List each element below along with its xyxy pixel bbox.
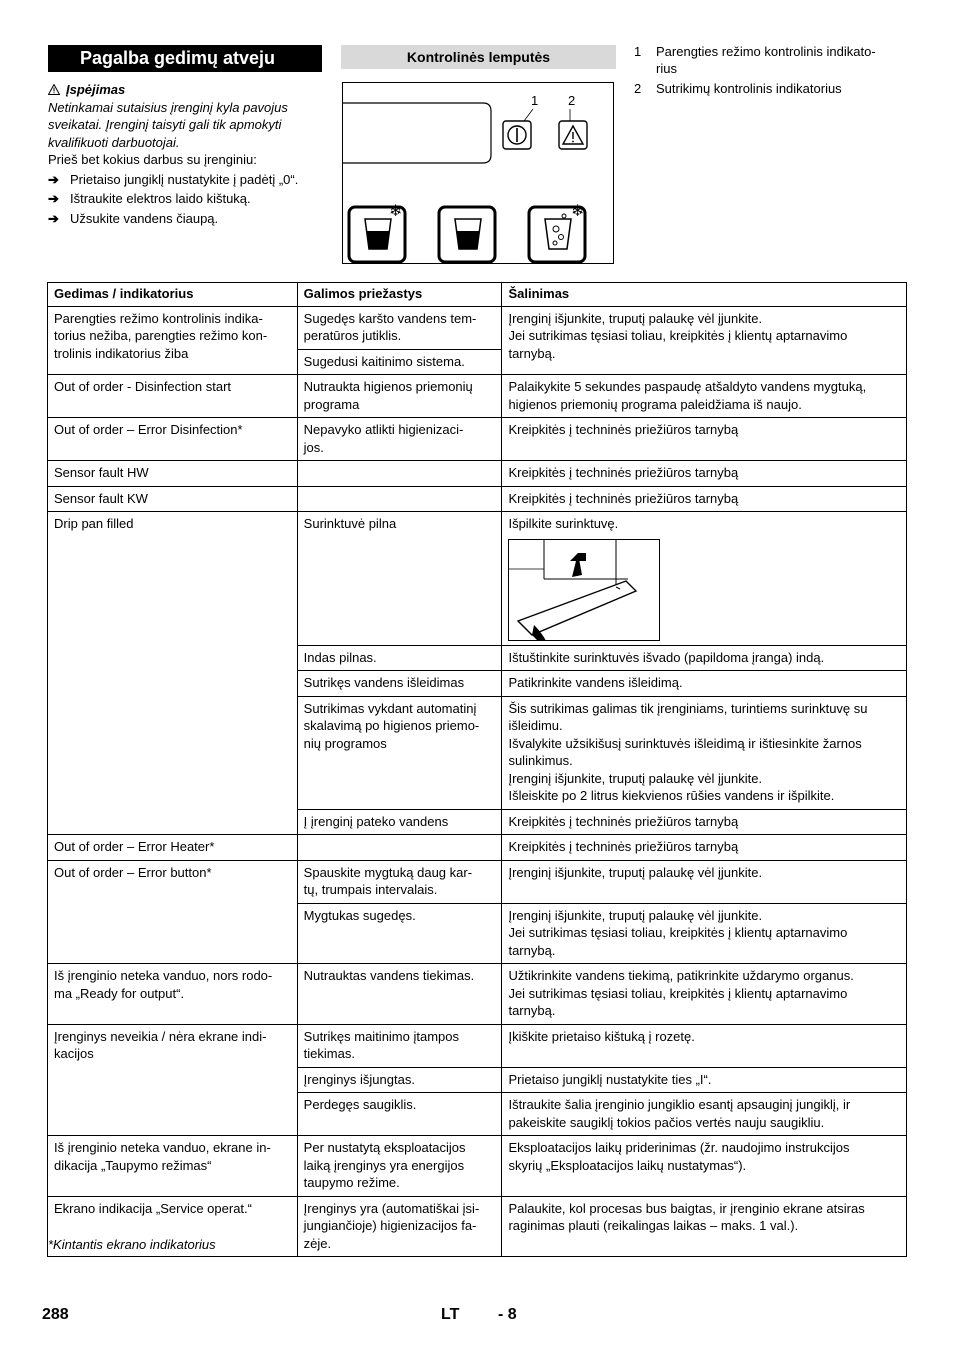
table-row <box>48 512 907 646</box>
fix-cell: Ištraukite šalia įrenginio jungiklio esantį apsauginį jungiklį, ir pakeiskite saugiklį tokios pačios vertės nauju saugikliu. <box>502 1093 907 1136</box>
fix-cell <box>502 512 907 646</box>
column-header: Šalinimas <box>502 283 907 307</box>
fix-cell: Patikrinkite vandens išleidimą. <box>502 671 907 697</box>
fix-cell: Palaikykite 5 sekundes paspaudę atšaldyto vandens mygtuką, higienos priemonių programa paleidžiama iš naujo. <box>502 375 907 418</box>
fault-cell: Sensor fault HW <box>48 461 298 487</box>
table-row <box>48 1024 907 1067</box>
section-title: Pagalba gedimų atveju <box>48 45 322 72</box>
table-row <box>48 1136 907 1197</box>
troubleshooting-table <box>47 282 907 1257</box>
table-row <box>48 461 907 487</box>
fix-cell: Įkiškite prietaiso kištuką į rozetę. <box>502 1024 907 1067</box>
cause-cell <box>297 486 502 512</box>
warning-heading <box>48 81 328 99</box>
fix-cell: Palaukite, kol procesas bus baigtas, ir įrenginio ekrane atsiras raginimas plauti (reikalingas laikas – maks. 1 val.). <box>502 1196 907 1257</box>
cause-cell: Sutrikęs vandens išleidimas <box>297 671 502 697</box>
fault-cell: Parengties režimo kontrolinis indika- torius nežiba, parengties režimo kon- trolinis indikatorius žiba <box>48 306 298 375</box>
table-row <box>48 964 907 1025</box>
fix-cell: Kreipkitės į techninės priežiūros tarnybą <box>502 486 907 512</box>
step-item <box>48 190 328 208</box>
warning-label: Įspėjimas <box>66 82 126 97</box>
cause-cell: Sutrikimas vykdant automatinį skalavimą po higienos priemo- nių programos <box>297 696 502 809</box>
callout-2: 2 <box>568 93 576 108</box>
fault-cell: Įrenginys neveikia / nėra ekrane indi- kacijos <box>48 1024 298 1136</box>
sparkling-cold-water-button-icon <box>529 201 585 262</box>
footnote: *Kintantis ekrano indikatorius <box>48 1237 216 1252</box>
fault-cell: Iš įrenginio neteka vanduo, ekrane in- dikacija „Taupymo režimas“ <box>48 1136 298 1197</box>
cause-cell: Sutrikęs maitinimo įtampos tiekimas. <box>297 1024 502 1067</box>
arrow-icon: ➔ <box>48 210 59 226</box>
fault-cell: Out of order – Error button* <box>48 860 298 964</box>
indicator-legend <box>634 43 914 97</box>
warning-block <box>48 80 328 227</box>
cause-cell: Mygtukas sugedęs. <box>297 903 502 964</box>
cause-cell: Įrenginys yra (automatiškai įsi- jungiančioje) higienizacijos fa- zėje. <box>297 1196 502 1257</box>
fault-cell: Out of order – Error Heater* <box>48 835 298 861</box>
column-header: Gedimas / indikatorius <box>48 283 298 307</box>
display-screen <box>343 103 491 163</box>
control-panel-drawing <box>343 83 613 263</box>
warning-text: Netinkamai sutaisius įrenginį kyla pavojus sveikatai. Įrenginį taisyti gali tik apmokyti kvalifikuoti darbuotojai. <box>48 99 288 150</box>
fix-cell: Šis sutrikimas galimas tik įrenginiams, turintiems surinktuvę su išleidimu. Išvalykite užsikišusį surinktuvės išleidimą ir ištiesinkite žarnos sulinkimus. Įrenginį išjunkite, truputį palaukę vėl įjunkite. Išleiskite po 2 litrus kiekvienos rūšies vandens ir išpilkite. <box>502 696 907 809</box>
cause-cell: Nutrauktas vandens tiekimas. <box>297 964 502 1025</box>
fault-cell: Out of order - Disinfection start <box>48 375 298 418</box>
cause-cell: Nutraukta higienos priemonių programa <box>297 375 502 418</box>
cause-cell <box>297 461 502 487</box>
legend-item <box>634 43 914 77</box>
cold-water-button-icon <box>349 201 405 262</box>
fault-cell: Ekrano indikacija „Service operat.“ <box>48 1196 298 1257</box>
step-text: Ištraukite elektros laido kištuką. <box>70 191 251 206</box>
cause-cell: Spauskite mygtuką daug kar- tų, trumpais intervalais. <box>297 860 502 903</box>
indicator-heading: Kontrolinės lemputės <box>341 45 616 69</box>
water-button-icon <box>439 207 495 262</box>
legend-number: 2 <box>634 81 642 96</box>
table-row <box>48 486 907 512</box>
column-header: Galimos priežastys <box>297 283 502 307</box>
fix-cell: Įrenginį išjunkite, truputį palaukę vėl įjunkite. Jei sutrikimas tęsiasi toliau, kreipkitės į klientų aptarnavimo tarnybą. <box>502 306 907 375</box>
cause-cell: Įrenginys išjungtas. <box>297 1067 502 1093</box>
cause-cell: Indas pilnas. <box>297 645 502 671</box>
table-row <box>48 306 907 349</box>
step-item <box>48 210 328 228</box>
arrow-icon: ➔ <box>48 171 59 187</box>
fix-cell: Įrenginį išjunkite, truputį palaukę vėl įjunkite. Jei sutrikimas tęsiasi toliau, kreipkitės į klientų aptarnavimo tarnybą. <box>502 903 907 964</box>
fix-cell: Prietaiso jungiklį nustatykite ties „I“. <box>502 1067 907 1093</box>
table-header-row <box>48 283 907 307</box>
standby-indicator-icon <box>503 121 531 149</box>
cause-cell: Sugedusi kaitinimo sistema. <box>297 349 502 375</box>
svg-text:❄: ❄ <box>571 201 585 220</box>
warning-icon <box>48 84 60 95</box>
legend-text: Sutrikimų kontrolinis indikatorius <box>656 81 842 96</box>
legend-item <box>634 80 914 97</box>
table-row <box>48 375 907 418</box>
fault-indicator-icon <box>559 121 587 149</box>
fix-cell: Kreipkitės į techninės priežiūros tarnybą <box>502 461 907 487</box>
fix-cell: Ištuštinkite surinktuvės išvado (papildoma įranga) indą. <box>502 645 907 671</box>
legend-number: 1 <box>634 44 642 59</box>
table-row <box>48 860 907 903</box>
fix-cell: Kreipkitės į techninės priežiūros tarnybą <box>502 835 907 861</box>
fix-cell: Įrenginį išjunkite, truputį palaukę vėl įjunkite. <box>502 860 907 903</box>
cause-cell: Nepavyko atlikti higienizaci- jos. <box>297 418 502 461</box>
arrow-icon: ➔ <box>48 191 59 206</box>
step-text: Prietaiso jungiklį nustatykite į padėtį „0“. <box>70 171 299 187</box>
table-row <box>48 835 907 861</box>
page-number: 288 <box>42 1306 69 1323</box>
svg-text:❄: ❄ <box>389 201 403 220</box>
step-item <box>48 171 328 189</box>
cause-cell: Surinktuvė pilna <box>297 512 502 646</box>
warning-intro: Prieš bet kokius darbus su įrenginiu: <box>48 152 257 167</box>
fix-text: Išpilkite surinktuvę. <box>508 516 619 531</box>
cause-cell <box>297 835 502 861</box>
fix-cell: Užtikrinkite vandens tiekimą, patikrinkite uždarymo organus. Jei sutrikimas tęsiasi toliau, kreipkitės į klientų aptarnavimo tarnybą. <box>502 964 907 1025</box>
legend-text: Parengties režimo kontrolinis indikato- rius <box>656 44 876 76</box>
step-text: Užsukite vandens čiaupą. <box>70 210 219 226</box>
drip-pan-illustration <box>508 539 660 641</box>
fix-cell: Kreipkitės į techninės priežiūros tarnybą <box>502 809 907 835</box>
callout-1: 1 <box>531 93 539 108</box>
control-panel-illustration <box>342 82 614 264</box>
table-row <box>48 418 907 461</box>
cause-cell: Per nustatytą eksploatacijos laiką įrenginys yra energijos taupymo režime. <box>297 1136 502 1197</box>
fix-cell: Kreipkitės į techninės priežiūros tarnybą <box>502 418 907 461</box>
cause-cell: Į įrenginį pateko vandens <box>297 809 502 835</box>
fix-cell: Eksploatacijos laikų priderinimas (žr. naudojimo instrukcijos skyrių „Eksploatacijos laikų nustatymas“). <box>502 1136 907 1197</box>
fault-cell: Iš įrenginio neteka vanduo, nors rodo- ma „Ready for output“. <box>48 964 298 1025</box>
cause-cell: Sugedęs karšto vandens tem- peratūros jutiklis. <box>297 306 502 349</box>
fault-cell: Drip pan filled <box>48 512 298 835</box>
fault-cell: Sensor fault KW <box>48 486 298 512</box>
cause-cell: Perdegęs saugiklis. <box>297 1093 502 1136</box>
fault-cell: Out of order – Error Disinfection* <box>48 418 298 461</box>
section-page: - 8 <box>498 1306 517 1323</box>
language-code: LT <box>441 1306 460 1323</box>
